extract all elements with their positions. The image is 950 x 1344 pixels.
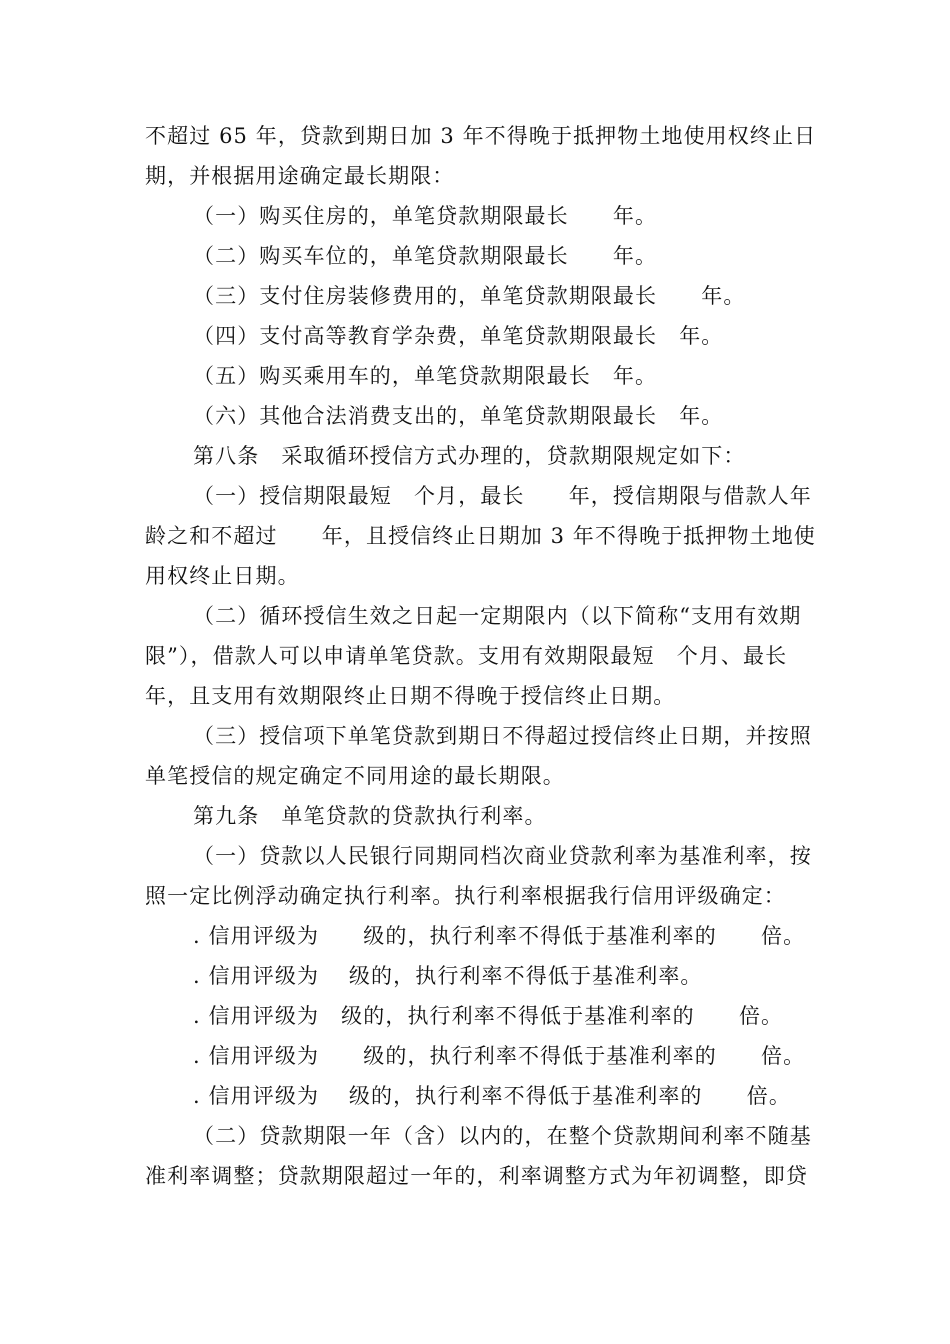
text-line-8: （六）其他合法消费支出的，单笔贷款期限最长 年。 — [193, 404, 724, 428]
text-line-6: （四）支付高等教育学杂费，单笔贷款期限最长 年。 — [193, 324, 724, 348]
text-line-1: 不超过 65 年，贷款到期日加 3 年不得晚于抵押物土地使用权终止日 — [145, 124, 817, 148]
text-line-3: （一）购买住房的，单笔贷款期限最长 年。 — [193, 204, 658, 228]
text-line-20: 照一定比例浮动确定执行利率。执行利率根据我行信用评级确定： — [145, 884, 786, 908]
text-line-11: 龄之和不超过 年，且授信终止日期加 3 年不得晚于抵押物土地使 — [145, 524, 816, 548]
text-line-17: 单笔授信的规定确定不同用途的最长期限。 — [145, 764, 565, 788]
text-line-12: 用权终止日期。 — [145, 564, 300, 588]
text-line-14: 限”），借款人可以申请单笔贷款。支用有效期限最短 个月、最长 — [145, 644, 788, 668]
rating-line-3: . 信用评级为 级的，执行利率不得低于基准利率的 倍。 — [193, 1004, 784, 1028]
rating-line-1: . 信用评级为 级的，执行利率不得低于基准利率的 倍。 — [193, 924, 806, 948]
rating-line-2: . 信用评级为 级的，执行利率不得低于基准利率。 — [193, 964, 703, 988]
text-line-2: 期，并根据用途确定最长期限： — [145, 164, 455, 188]
text-line-13: （二）循环授信生效之日起一定期限内（以下简称“支用有效期 — [193, 604, 802, 628]
text-line-26: （二）贷款期限一年（含）以内的，在整个贷款期间利率不随基 — [193, 1124, 812, 1148]
text-line-19: （一）贷款以人民银行同期同档次商业贷款利率为基准利率，按 — [193, 844, 812, 868]
text-line-16: （三）授信项下单笔贷款到期日不得超过授信终止日期，并按照 — [193, 724, 812, 748]
text-line-5: （三）支付住房装修费用的，单笔贷款期限最长 年。 — [193, 284, 746, 308]
article-9-heading: 第九条 单笔贷款的贷款执行利率。 — [193, 804, 547, 828]
text-line-4: （二）购买车位的，单笔贷款期限最长 年。 — [193, 244, 658, 268]
text-line-10: （一）授信期限最短 个月，最长 年，授信期限与借款人年 — [193, 484, 812, 508]
text-line-27: 准利率调整；贷款期限超过一年的，利率调整方式为年初调整，即贷 — [145, 1164, 808, 1188]
article-8-heading: 第八条 采取循环授信方式办理的，贷款期限规定如下： — [193, 444, 746, 468]
text-line-15: 年，且支用有效期限终止日期不得晚于授信终止日期。 — [145, 684, 676, 708]
rating-line-5: . 信用评级为 级的，执行利率不得低于基准利率的 倍。 — [193, 1084, 791, 1108]
text-line-7: （五）购买乘用车的，单笔贷款期限最长 年。 — [193, 364, 658, 388]
rating-line-4: . 信用评级为 级的，执行利率不得低于基准利率的 倍。 — [193, 1044, 806, 1068]
